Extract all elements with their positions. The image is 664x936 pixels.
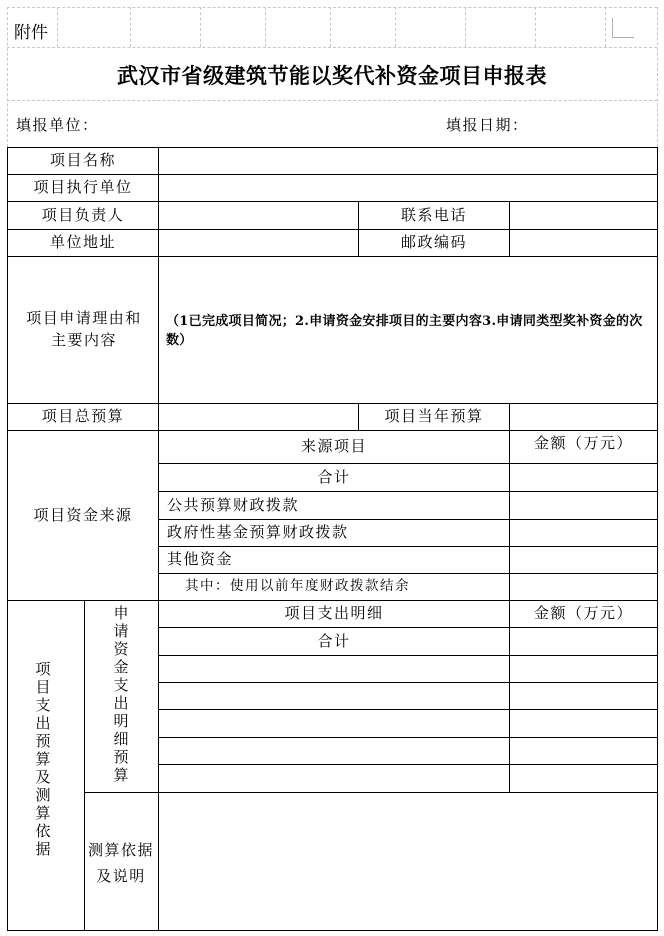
fund-total-label: 合计	[317, 467, 351, 486]
total-budget-label: 项目总预算	[41, 407, 125, 426]
fill-unit-label: 填报单位：	[16, 116, 99, 134]
apply-expense-label: 申 请 资 金 支 出 明 细 预 算	[113, 604, 129, 784]
exec-unit-label: 项目执行单位	[33, 178, 133, 197]
other-fund-label: 其他资金	[167, 550, 234, 569]
leader-field[interactable]	[159, 202, 358, 229]
total-budget-field[interactable]	[159, 404, 358, 430]
corner-mark	[612, 18, 634, 38]
fill-date-label: 填报日期：	[446, 116, 529, 134]
attachment-label: 附件	[14, 23, 48, 43]
form-title: 武汉市省级建筑节能以奖代补资金项目申报表	[117, 64, 547, 88]
expense-detail-header: 项目支出明细	[284, 604, 384, 623]
expense-amount-header: 金额（万元）	[533, 604, 633, 623]
source-item-header: 来源项目	[300, 437, 367, 456]
calc-basis-label: 测算依据及说明	[87, 841, 154, 885]
year-budget-label: 项目当年预算	[384, 407, 484, 426]
project-name-label: 项目名称	[49, 151, 116, 170]
phone-field[interactable]	[510, 202, 657, 229]
public-budget-label: 公共预算财政拨款	[167, 495, 300, 514]
project-name-field[interactable]	[159, 148, 657, 174]
address-label: 单位地址	[49, 233, 116, 252]
postcode-field[interactable]	[510, 230, 657, 256]
reason-instructions[interactable]: （1已完成项目简况；2.申请资金安排项目的主要内容3.申请同类型奖补资金的次数）	[166, 314, 643, 348]
expense-budget-label: 项 目 支 出 预 算 及 测 算 依 据	[35, 660, 51, 858]
address-field[interactable]	[159, 230, 358, 256]
prior-year-label: 其中：使用以前年度财政拨款结余	[185, 578, 410, 595]
fund-source-label: 项目资金来源	[33, 505, 133, 524]
gov-fund-label: 政府性基金预算财政拨款	[167, 523, 349, 542]
calc-basis-field[interactable]	[159, 793, 657, 930]
expense-total-label: 合计	[317, 631, 351, 650]
exec-unit-field[interactable]	[159, 175, 657, 201]
year-budget-field[interactable]	[510, 404, 657, 430]
leader-label: 项目负责人	[41, 205, 125, 224]
amount-header: 金额（万元）	[533, 434, 633, 453]
phone-label: 联系电话	[400, 205, 467, 224]
postcode-label: 邮政编码	[400, 233, 467, 252]
reason-label: 项目申请理由和主要内容	[26, 309, 142, 349]
